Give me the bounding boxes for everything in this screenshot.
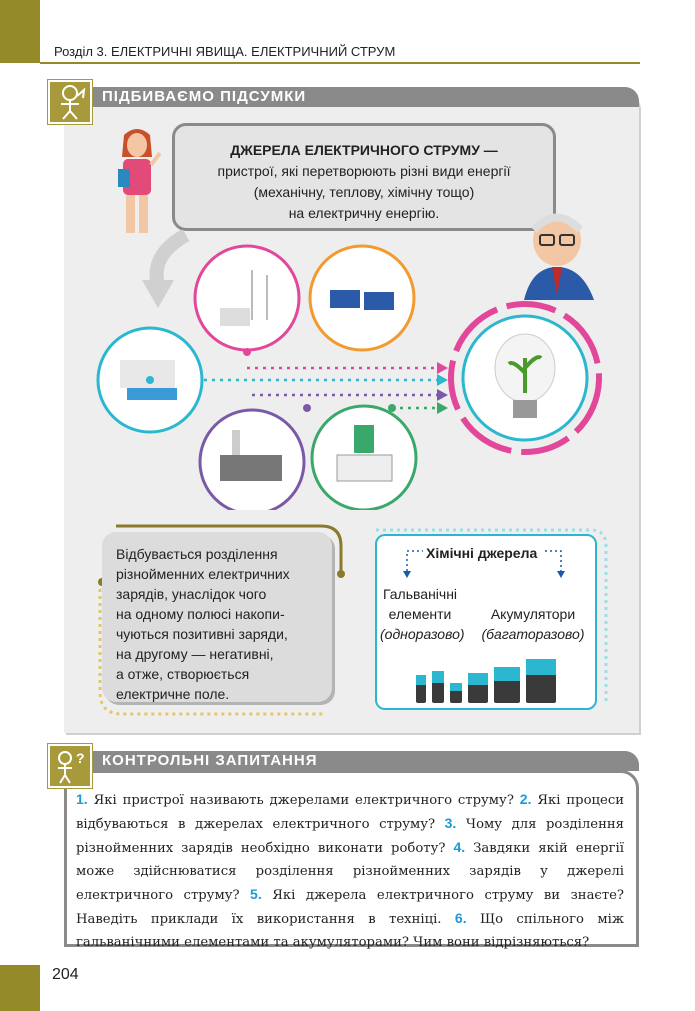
accumulators-line: Акумулятори [490,606,576,622]
chemical-sources-title: Хімічні джерела [426,545,538,561]
summary-title: ПІДБИВАЄМО ПІДСУМКИ [102,88,307,105]
question-text: Які процеси відбуваються в джерелах електричного струму? [76,793,624,832]
separation-line: а отже, створюється [116,666,250,682]
accumulators-note: (багаторазово) [481,626,585,642]
questions-title: КОНТРОЛЬНІ ЗАПИТАННЯ [102,752,318,769]
question-number: 4. [453,839,466,855]
galvanic-line: елементи [388,606,452,622]
questions-badge-icon [48,744,92,788]
questions-text [76,788,624,954]
separation-line: чуються позитивні заряди, [116,626,288,642]
separation-text [116,544,290,704]
light-bulb-icon [445,298,605,458]
teacher-illustration [110,125,165,240]
question-number: 3. [444,815,457,831]
accumulators-label [480,604,586,644]
separation-line: Відбувається розділення [116,546,278,562]
summary-badge-icon [48,80,92,124]
definition-line: пристрої, які перетворюють різні види енергії [217,163,511,179]
question-text: Завдяки якій енергії може здійснюватися розділення різнойменних зарядів у джерелі електричного струму? [76,841,624,903]
galvanic-label [380,584,465,644]
question-number: 2. [519,791,532,807]
question-number: 5. [250,886,262,902]
definition-line: (механічну, теплову, хімічну тощо) [253,184,475,200]
separation-line: різнойменних електричних [116,566,290,582]
chapter-heading: Розділ 3. ЕЛЕКТРИЧНІ ЯВИЩА. ЕЛЕКТРИЧНИЙ СТРУМ [54,44,396,59]
galvanic-line: Гальванічні [382,586,458,602]
definition-bubble [172,123,556,231]
page-corner-strip [0,0,40,63]
separation-line: електричне поле. [116,686,230,702]
question-text: Чому для розділення різнойменних зарядів необхідно виконати роботу? [76,817,624,856]
chemical-arrows-icon [395,545,573,581]
question-text: Які джерела електричного струму ви знаєте? Наведіть приклади їх використання в техніці. [76,888,624,927]
wind-power-circle [195,246,299,350]
galvanic-note: (одноразово) [380,626,465,642]
separation-line: на другому — негативні, [116,646,274,662]
batteries-illustration [414,655,559,705]
definition-line: на електричну енергію. [288,205,440,221]
solar-power-circle [310,246,414,350]
question-number: 1. [76,791,88,807]
separation-line: на одному полюсі накопи- [116,606,285,622]
question-number: 6. [454,910,467,926]
definition-term: ДЖЕРЕЛА ЕЛЕКТРИЧНОГО СТРУМУ — [230,142,498,158]
page-number: 204 [52,966,79,983]
svg-text:?: ? [76,750,85,766]
header-rule [40,62,640,64]
separation-line: зарядів, унаслідок чого [116,586,267,602]
question-text: Які пристрої називають джерелами електричного струму? [93,793,514,808]
question-text: Що спільного між гальванічними елементами та акумуляторами? Чим вони відрізняються? [76,912,624,950]
page-corner-strip-bottom [0,965,40,1011]
